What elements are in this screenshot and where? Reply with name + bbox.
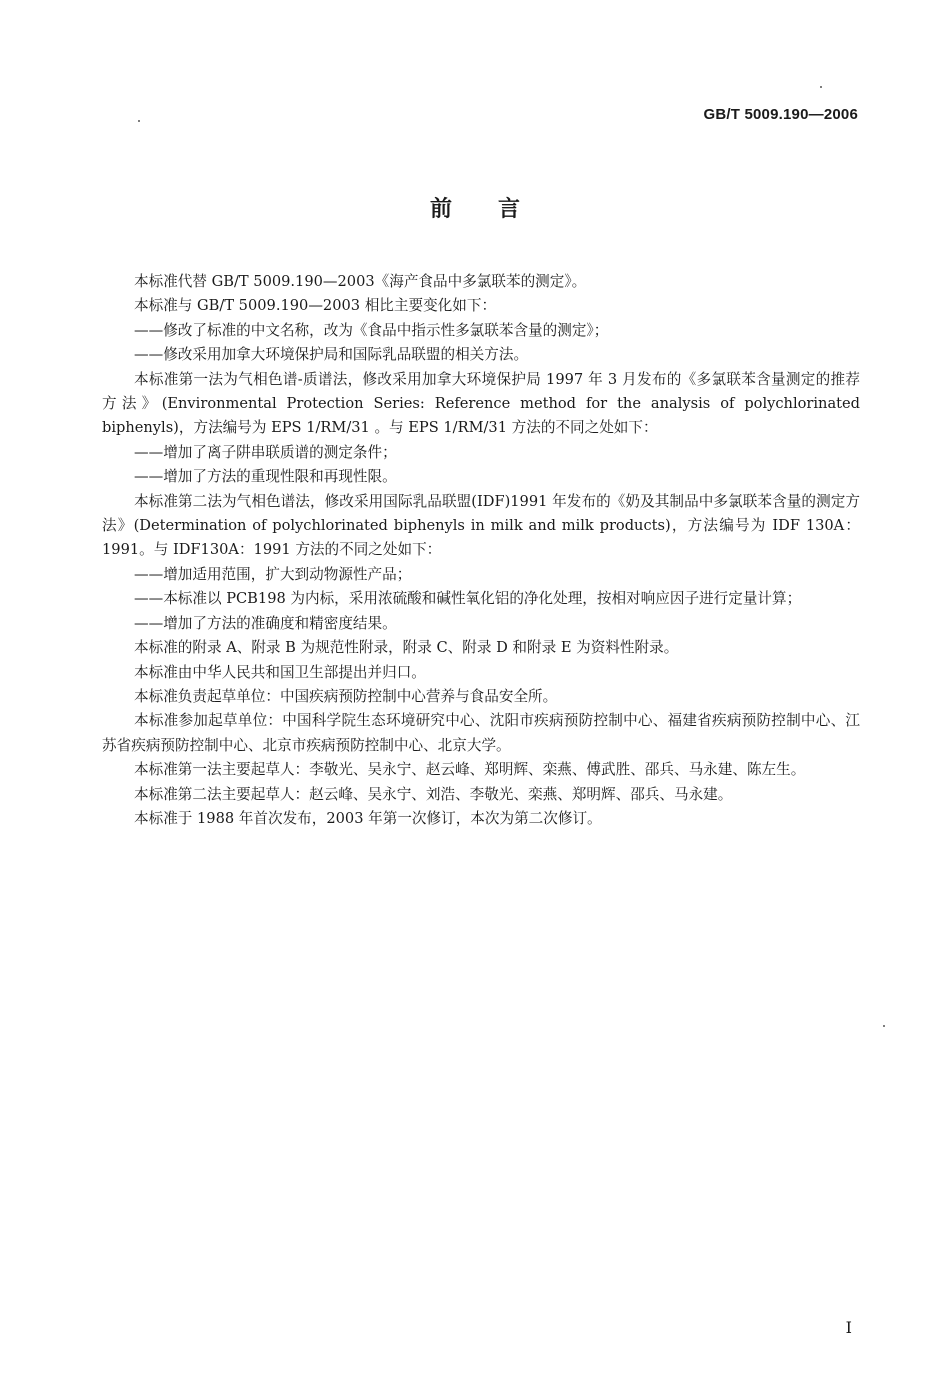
list-item: ——修改采用加拿大环境保护局和国际乳品联盟的相关方法。 [134, 346, 529, 364]
scan-speck [138, 120, 140, 122]
paragraph-proposer: 本标准由中华人民共和国卫生部提出并归口。 [134, 663, 426, 681]
list-item: ——修改了标准的中文名称，改为《食品中指示性多氯联苯含量的测定》； [134, 321, 609, 339]
list-item: ——增加了方法的重现性限和再现性限。 [134, 468, 397, 486]
paragraph-drafters-method-one: 本标准第一法主要起草人：李敬光、吴永宁、赵云峰、郑明辉、栾燕、傅武胜、邵兵、马永建、陈左生。 [134, 761, 806, 779]
list-item: ——本标准以 PCB198 为内标，采用浓硫酸和碱性氧化铝的净化处理，按相对响应因子进行定量计算； [134, 590, 802, 608]
page-number: I [845, 1318, 852, 1337]
list-item: ——增加了方法的准确度和精密度结果。 [134, 614, 397, 632]
paragraph-changes-intro: 本标准与 GB/T 5009.190—2003 相比主要变化如下： [134, 297, 497, 315]
list-item: ——增加了离子阱串联质谱的测定条件； [134, 443, 397, 461]
paragraph-responsible-unit: 本标准负责起草单位：中国疾病预防控制中心营养与食品安全所。 [134, 687, 558, 705]
paragraph-method-two: 本标准第二法为气相色谱法，修改采用国际乳品联盟(IDF)1991 年发布的《奶及其制品中多氯联苯含量的测定方法》(Determination of polychlorinated biphenyls in milk and milk products)，方法编号为 IDF 130A：1991。与 IDF130A：1991 方法的不同之处如下： [102, 492, 860, 559]
paragraph-drafters-method-two: 本标准第二法主要起草人：赵云峰、吴永宁、刘浩、李敬光、栾燕、郑明辉、邵兵、马永建。 [134, 785, 733, 803]
standard-number: GB/T 5009.190—2006 [703, 106, 858, 123]
paragraph-participating-units: 本标准参加起草单位：中国科学院生态环境研究中心、沈阳市疾病预防控制中心、福建省疾病预防控制中心、江苏省疾病预防控制中心、北京市疾病预防控制中心、北京大学。 [102, 712, 860, 754]
foreword-body [102, 270, 860, 831]
page-title: 前言 [429, 197, 566, 222]
paragraph-annexes: 本标准的附录 A、附录 B 为规范性附录，附录 C、附录 D 和附录 E 为资料性附录。 [134, 639, 679, 657]
paragraph-replaces: 本标准代替 GB/T 5009.190—2003《海产食品中多氯联苯的测定》。 [134, 273, 587, 290]
paragraph-history: 本标准于 1988 年首次发布，2003 年第一次修订，本次为第二次修订。 [134, 809, 602, 827]
scan-speck [820, 86, 822, 88]
list-item: ——增加适用范围，扩大到动物源性产品； [134, 565, 412, 583]
paragraph-method-one: 本标准第一法为气相色谱-质谱法，修改采用加拿大环境保护局 1997 年 3 月发布的《多氯联苯含量测定的推荐方法》(Environmental Protection Series: Reference method for the analysis of polychlorinated biphenyls)，方法编号为 EPS 1/RM/31 。与 EPS 1/RM/31 方法的不同之处如下： [102, 370, 860, 437]
scan-speck [883, 1025, 885, 1027]
